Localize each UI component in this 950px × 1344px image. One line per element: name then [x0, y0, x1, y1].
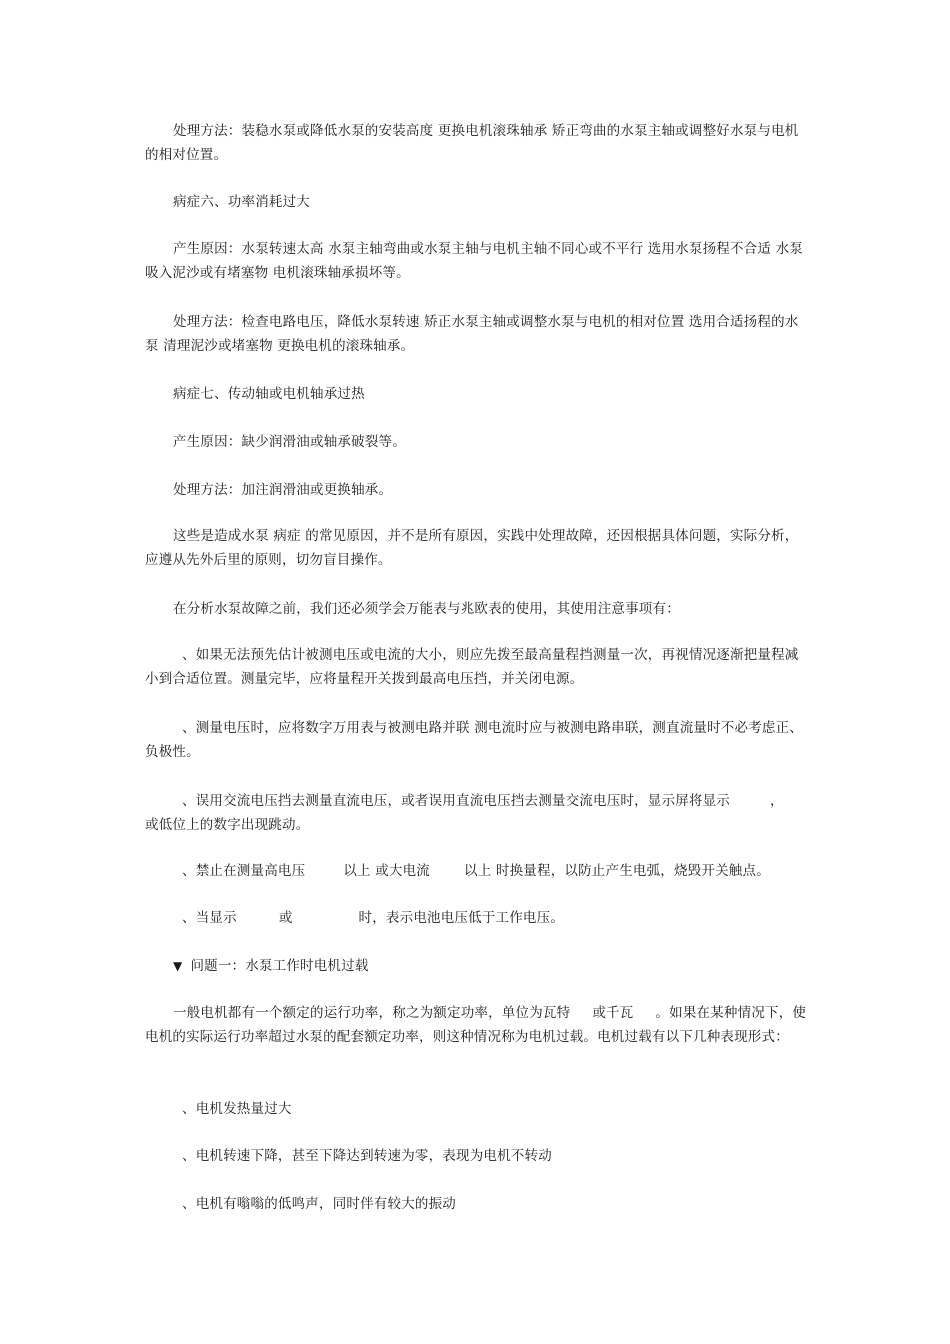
list-item-text: 、电机有嗡嗡的低鸣声，同时伴有较大的振动 [182, 1196, 456, 1212]
paragraph-cause-7 [145, 430, 810, 454]
paragraph-text: 一般电机都有一个额定的运行功率，称之为额定功率，单位为瓦特 [173, 1005, 571, 1021]
paragraph-text: 这些是造成水泵 病症 的常见原因，并不是所有原因，实践中处理故障，还因根据具体问题，实际分析，应遵从先外后里的原则，切勿盲目操作。 [145, 528, 799, 568]
paragraph-text: 。如果在某种情况下，使电机的实际运行功率超过水泵的配套额定功率，则这种情况称为电机过载。电机过载有以下几种表现形式： [145, 1005, 807, 1045]
list-item-text: 、误用交流电压挡去测量直流电压，或者误用直流电压挡去测量交流电压时，显示屏将显示 [182, 793, 730, 809]
paragraph-text: 处理方法：装稳水泵或降低水泵的安装高度 更换电机滚珠轴承 矫正弯曲的水泵主轴或调整好水泵与电机的相对位置。 [145, 123, 799, 163]
list-item-text: 或 [278, 910, 293, 926]
list-item-overload-3 [145, 1192, 810, 1216]
heading-symptom-6 [145, 190, 810, 214]
paragraph-treatment-5 [145, 119, 810, 167]
list-item-text: 、测量电压时，应将数字万用表与被测电路并联 测电流时应与被测电路串联，测直流量时不必考虑正、负极性。 [145, 720, 803, 760]
list-item-text: 时，表示电池电压低于工作电压。 [358, 910, 565, 926]
list-item-text: 、电机发热量过大 [182, 1101, 292, 1117]
list-item-text: 、禁止在测量高电压 [182, 863, 306, 879]
list-item-meter-3 [145, 789, 810, 837]
list-item-text: 、如果无法预先估计被测电压或电流的大小，则应先拨至最高量程挡测量一次，再视情况逐渐把量程减小到合适位置。测量完毕，应将量程开关拨到最高电压挡，并关闭电源。 [145, 647, 799, 687]
paragraph-text: 处理方法：加注润滑油或更换轴承。 [173, 482, 393, 498]
heading-text: 病症六、功率消耗过大 [173, 194, 310, 210]
list-item-meter-4 [145, 859, 810, 883]
list-item-text: 、电机转速下降，甚至下降达到转速为零，表现为电机不转动 [182, 1148, 552, 1164]
paragraph-text: 产生原因：水泵转速太高 水泵主轴弯曲或水泵主轴与电机主轴不同心或不平行 选用水泵扬程不合适 水泵吸入泥沙或有堵塞物 电机滚珠轴承损坏等。 [145, 241, 803, 281]
list-item-text: ， [770, 793, 784, 809]
list-item-meter-2 [145, 716, 810, 764]
paragraph-cause-6 [145, 237, 810, 285]
list-item-meter-5 [145, 906, 810, 930]
triangle-down-icon: ▼ [173, 959, 183, 973]
heading-text: 问题一：水泵工作时电机过载 [190, 958, 369, 974]
paragraph-text: 在分析水泵故障之前，我们还必须学会万能表与兆欧表的使用，其使用注意事项有： [173, 601, 680, 617]
paragraph-summary [145, 524, 810, 572]
paragraph-treatment-7 [145, 478, 810, 502]
paragraph-treatment-6 [145, 310, 810, 358]
paragraph-text: 或千瓦 [592, 1005, 634, 1021]
heading-text: 病症七、传动轴或电机轴承过热 [173, 386, 365, 402]
list-item-text: 以上 或大电流 [343, 863, 431, 879]
list-item-meter-1 [145, 643, 810, 691]
list-item-text: 、当显示 [182, 910, 237, 926]
list-item-overload-1 [145, 1097, 810, 1121]
paragraph-overload [145, 1001, 810, 1049]
paragraph-meter-intro [145, 597, 810, 621]
list-item-text: 以上 时换量程，以防止产生电弧，烧毁开关触点。 [464, 863, 770, 879]
heading-question-1 [145, 954, 810, 978]
heading-symptom-7 [145, 382, 810, 406]
paragraph-text: 处理方法：检查电路电压，降低水泵转速 矫正水泵主轴或调整水泵与电机的相对位置 选用合适扬程的水泵 清理泥沙或堵塞物 更换电机的滚珠轴承。 [145, 314, 799, 354]
list-item-overload-2 [145, 1144, 810, 1168]
paragraph-text: 产生原因：缺少润滑油或轴承破裂等。 [173, 434, 406, 450]
list-item-text: 或低位上的数字出现跳动。 [145, 817, 310, 833]
